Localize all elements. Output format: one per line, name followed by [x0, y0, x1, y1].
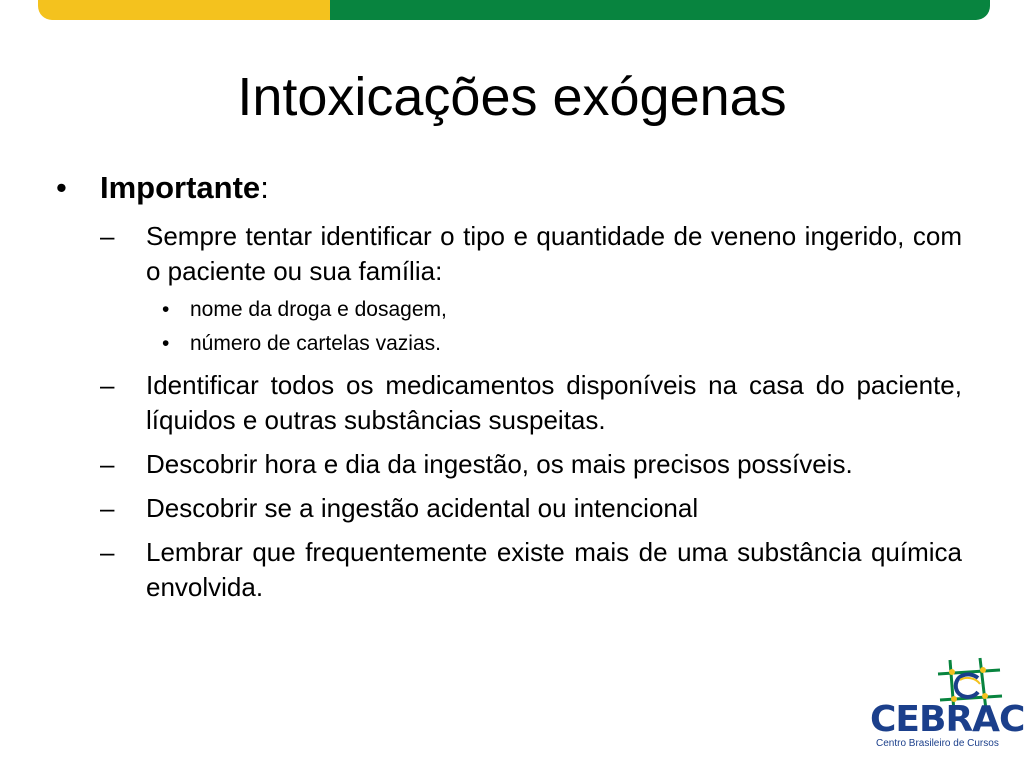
bullet-glyph: •: [56, 170, 67, 205]
top-bar-green-segment: [330, 0, 990, 20]
dash-glyph: –: [100, 493, 115, 523]
logo-subtitle: Centro Brasileiro de Cursos: [876, 738, 999, 749]
list-item-text: Descobrir se a ingestão acidental ou intencional: [146, 493, 699, 523]
dot-glyph: •: [162, 332, 170, 355]
list-item: [100, 368, 962, 438]
dot-glyph: •: [162, 298, 170, 321]
dash-glyph: –: [100, 370, 115, 400]
dash-glyph: –: [100, 221, 115, 251]
list-item: [100, 447, 986, 482]
sub-list-item-text: número de cartelas vazias.: [190, 332, 441, 355]
top-bar-yellow-segment: [38, 0, 330, 20]
sub-list-item: [162, 329, 976, 359]
slide-title: Intoxicações exógenas: [237, 67, 787, 127]
list-item-text: Lembrar que frequentemente existe mais de uma substância química envolvida.: [146, 537, 962, 602]
cebrac-logo: [868, 656, 1024, 752]
dash-glyph: –: [100, 449, 115, 479]
logo-wordmark: CEBRAC: [870, 699, 1024, 740]
slide-body: [56, 166, 976, 605]
sub-list-item: [162, 295, 976, 325]
main-bullet: [56, 166, 976, 210]
list-item: [100, 491, 986, 526]
list-item-text: Sempre tentar identificar o tipo e quantidade de veneno ingerido, com o paciente ou sua família:: [146, 221, 962, 286]
top-accent-bar: [38, 0, 990, 20]
main-bullet-label: Importante: [100, 170, 261, 205]
main-bullet-colon: :: [260, 170, 269, 205]
list-item: [100, 535, 962, 605]
sub-list-item-text: nome da droga e dosagem,: [190, 298, 447, 321]
dash-glyph: –: [100, 537, 115, 567]
list-item-text: Identificar todos os medicamentos disponíveis na casa do paciente, líquidos e outras substâncias suspeitas.: [146, 370, 962, 435]
list-item-text: Descobrir hora e dia da ingestão, os mais precisos possíveis.: [146, 449, 853, 479]
list-item: [100, 219, 962, 289]
